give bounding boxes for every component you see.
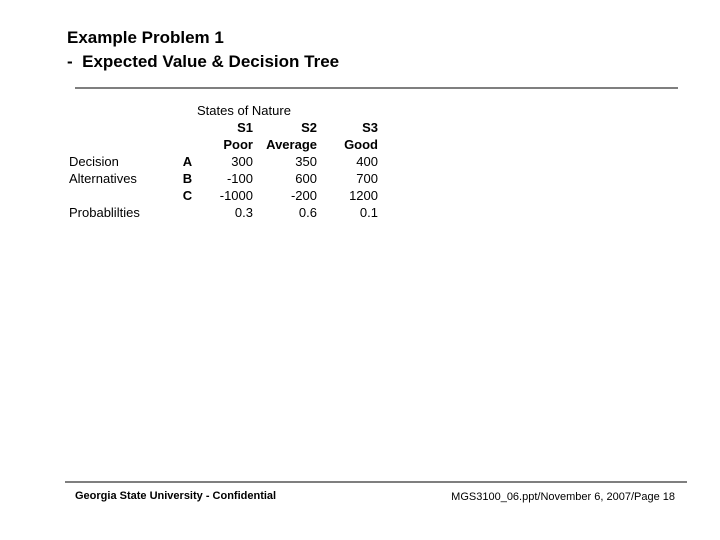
column-name-average: Average — [266, 137, 317, 152]
table-row-b — [69, 170, 378, 187]
table-cell-value: 350 — [295, 154, 317, 169]
table-cell-value: 0.6 — [298, 205, 317, 220]
column-id-s1: S1 — [237, 120, 253, 135]
table-cell-empty — [69, 119, 175, 136]
alternative-id: A — [182, 154, 193, 169]
alternative-id: B — [182, 171, 193, 186]
table-cell-value: 0.1 — [359, 205, 378, 220]
table-cell-value: -200 — [290, 188, 317, 203]
column-id-s3: S3 — [362, 120, 378, 135]
footer-left-text: Georgia State University - Confidential — [75, 490, 277, 502]
table-row-c — [69, 187, 378, 204]
footer-right-text: MGS3100_06.ppt/November 6, 2007/Page 18 — [451, 491, 675, 503]
row-label: Alternatives — [69, 171, 137, 186]
column-name-good: Good — [344, 137, 378, 152]
table-probabilities-row — [69, 204, 378, 221]
slide-title — [67, 26, 339, 74]
column-name-poor: Poor — [223, 137, 253, 152]
title-divider-line — [75, 87, 678, 89]
table-cell-empty — [175, 136, 200, 153]
table-cell-value: 600 — [295, 171, 317, 186]
row-label — [69, 187, 175, 204]
table-cell-value: 0.3 — [234, 205, 253, 220]
table-cell-empty — [175, 119, 200, 136]
table-column-id-row — [69, 119, 378, 136]
row-label: Probablilties — [69, 205, 140, 220]
table-cell-value: -1000 — [219, 188, 253, 203]
table-cell-value: 1200 — [349, 188, 378, 203]
footer-divider-line — [65, 481, 687, 483]
column-id-s2: S2 — [301, 120, 317, 135]
table-row-a — [69, 153, 378, 170]
payoff-table — [69, 102, 378, 221]
row-label: Decision — [69, 154, 119, 169]
table-cell-empty — [69, 136, 175, 153]
table-cell-value: 300 — [231, 154, 253, 169]
table-cell-empty — [175, 204, 200, 221]
table-cell-value: -100 — [226, 171, 253, 186]
table-cell-empty — [69, 102, 175, 119]
title-line-2: - Expected Value & Decision Tree — [67, 52, 340, 71]
table-states-header-row — [69, 102, 378, 119]
alternative-id: C — [182, 188, 193, 203]
states-of-nature-label: States of Nature — [197, 103, 291, 118]
table-cell-value: 400 — [356, 154, 378, 169]
table-cell-value: 700 — [356, 171, 378, 186]
title-line-1: Example Problem 1 — [67, 28, 224, 47]
table-column-name-row — [69, 136, 378, 153]
